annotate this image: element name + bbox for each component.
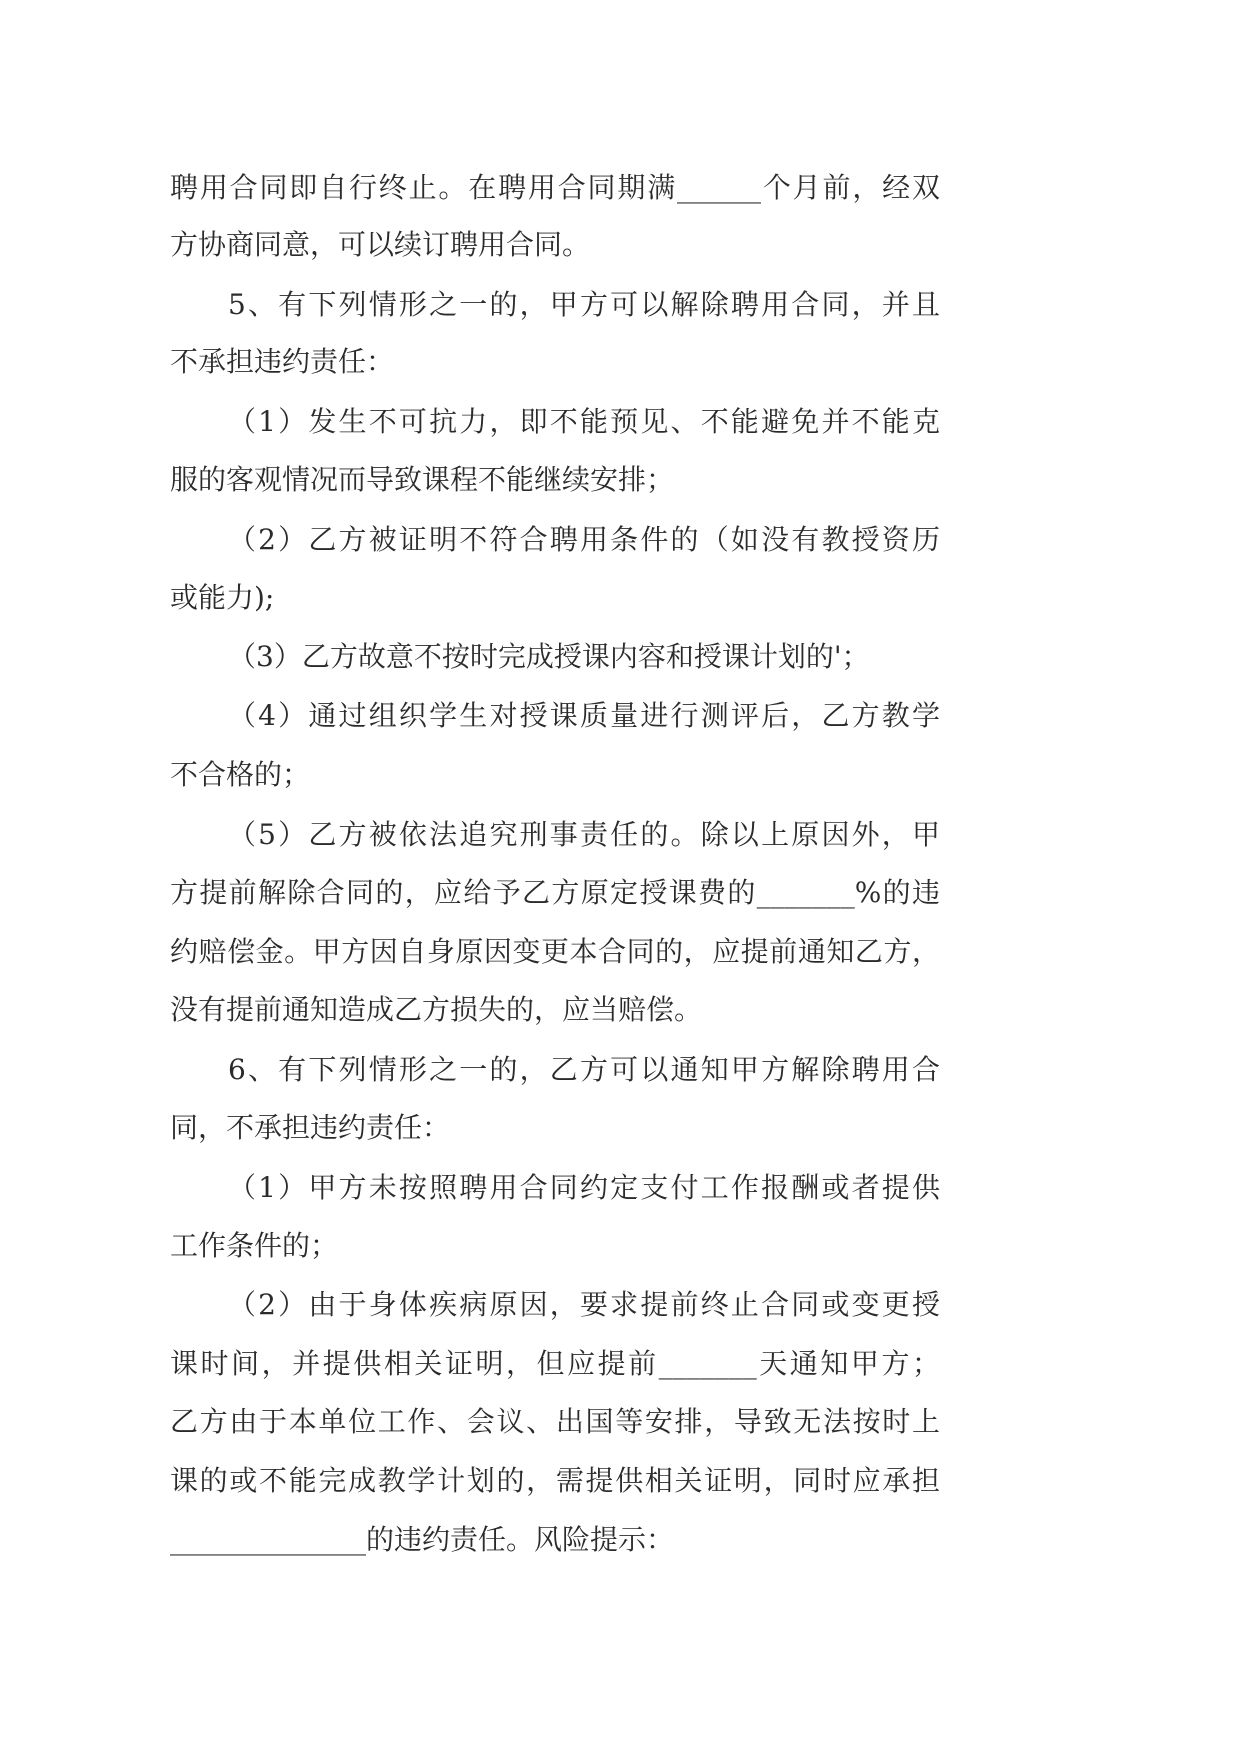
text-line: 乙方由于本单位工作、会议、出国等安排，导致无法按时上 xyxy=(170,1405,940,1438)
text-line: （1）发生不可抗力，即不能预见、不能避免并不能克 xyxy=(228,405,940,438)
text-line: （5）乙方被依法追究刑事责任的。除以上原因外，甲 xyxy=(228,818,940,851)
text-line: （2）乙方被证明不符合聘用条件的（如没有教授资历 xyxy=(228,523,940,556)
text-line: 6、有下列情形之一的，乙方可以通知甲方解除聘用合 xyxy=(228,1053,940,1086)
text-line: （3）乙方故意不按时完成授课内容和授课计划的'； xyxy=(228,640,870,673)
text-line: 服的客观情况而导致课程不能继续安排； xyxy=(170,463,675,496)
text-line: 课时间，并提供相关证明，但应提前_______天通知甲方； xyxy=(170,1347,940,1380)
text-line: ______________的违约责任。风险提示： xyxy=(170,1523,675,1556)
text-line: 没有提前通知造成乙方损失的，应当赔偿。 xyxy=(170,993,703,1026)
text-line: 工作条件的； xyxy=(170,1229,339,1262)
text-line: 课的或不能完成教学计划的，需提供相关证明，同时应承担 xyxy=(170,1464,940,1497)
text-line: （4）通过组织学生对授课质量进行测评后，乙方教学 xyxy=(228,699,940,732)
text-line: 5、有下列情形之一的，甲方可以解除聘用合同，并且 xyxy=(228,288,940,321)
text-line: 同，不承担违约责任： xyxy=(170,1111,451,1144)
text-line: 方提前解除合同的，应给予乙方原定授课费的_______%的违 xyxy=(170,876,940,909)
text-line: 约赔偿金。甲方因自身原因变更本合同的，应提前通知乙方， xyxy=(170,935,940,968)
text-line: 不承担违约责任： xyxy=(170,345,395,378)
text-line: 或能力); xyxy=(170,581,275,614)
text-line: （2）由于身体疾病原因，要求提前终止合同或变更授 xyxy=(228,1288,940,1321)
text-line: 方协商同意，可以续订聘用合同。 xyxy=(170,228,591,261)
text-line: 不合格的； xyxy=(170,758,311,791)
text-line: （1）甲方未按照聘用合同约定支付工作报酬或者提供 xyxy=(228,1171,940,1204)
text-line: 聘用合同即自行终止。在聘用合同期满______个月前，经双 xyxy=(170,171,940,204)
